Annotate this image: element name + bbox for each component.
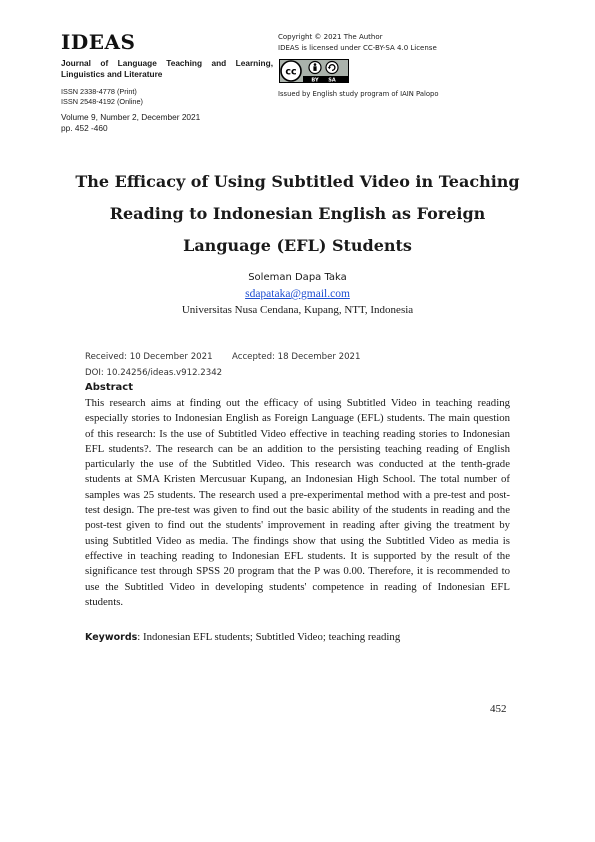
share-alike-icon [326, 62, 338, 74]
author-email-link[interactable]: sdapataka@gmail.com [245, 288, 350, 300]
abstract-heading: Abstract [85, 382, 134, 393]
issuer-notice: Issued by English study program of IAIN Palopo [278, 90, 439, 98]
title-line: The Efficacy of Using Subtitled Video in Teaching [75, 172, 520, 191]
accepted-date: Accepted: 18 December 2021 [232, 352, 361, 362]
keywords-label: Keywords [85, 632, 138, 643]
issn-print: ISSN 2338-4778 (Print) [61, 87, 137, 96]
svg-text:cc: cc [285, 66, 297, 78]
article-title [60, 166, 535, 262]
page-range: pp. 452 -460 [61, 123, 108, 133]
received-date: Received: 10 December 2021 [85, 352, 213, 362]
journal-name: Journal of Language Teaching and Learning, Linguistics and Literature [61, 58, 273, 79]
keywords [85, 631, 510, 643]
title-line: Language (EFL) Students [183, 236, 412, 255]
volume-info: Volume 9, Number 2, December 2021 [61, 112, 201, 122]
cc-badge-graphic [279, 59, 349, 83]
cc-label-by: BY [311, 77, 319, 83]
doi: DOI: 10.24256/ideas.v912.2342 [85, 368, 223, 378]
page-number: 452 [490, 703, 507, 715]
copyright-notice: Copyright © 2021 The Author [278, 33, 383, 41]
creative-commons-by-sa-icon[interactable] [279, 59, 349, 83]
abstract-body: This research aims at finding out the efficacy of using Subtitled Video in teaching reading especially stories to Indonesian English as Foreign Language (EFL) students. The main question of this research: Is the use of Subtitled Video effective in teaching reading stories to Indonesian EFL students?. The research can be an addition to the persisting teaching reading of English particularly the use of the Subtitled Video. This research was conducted at the tenth-grade students at SMA Kristen Mercusuar Kupang, an Indonesian High School. The total number of samples was 25 students. The research used a pre-experimental method with a pre-test and post-test design. The pre-test was given to find out the basic ability of the students in reading and the post-test given to find out the students' improvement in reading after giving the treatment by using Subtitled Video as media. The findings show that using the Subtitled Video as media is effective in teaching reading to Indonesian EFL students. It is supported by the result of the significance test through SPSS 20 program that the P was 0.00. Therefore, it is recommended to use the Subtitled Video in developing students' competence in reading of Indonesian EFL students. [85, 397, 510, 608]
author-name: Soleman Dapa Taka [248, 272, 347, 283]
author-email [0, 288, 595, 300]
cc-label-sa: SA [328, 77, 336, 83]
keywords-text: : Indonesian EFL students; Subtitled Video; teaching reading [137, 631, 401, 643]
license-notice: IDEAS is licensed under CC-BY-SA 4.0 License [278, 44, 437, 52]
title-line: Reading to Indonesian English as Foreign [109, 204, 486, 223]
author-affiliation: Universitas Nusa Cendana, Kupang, NTT, Indonesia [181, 304, 414, 316]
issn-online: ISSN 2548-4192 (Online) [61, 97, 143, 106]
journal-logo: IDEAS [61, 30, 136, 54]
